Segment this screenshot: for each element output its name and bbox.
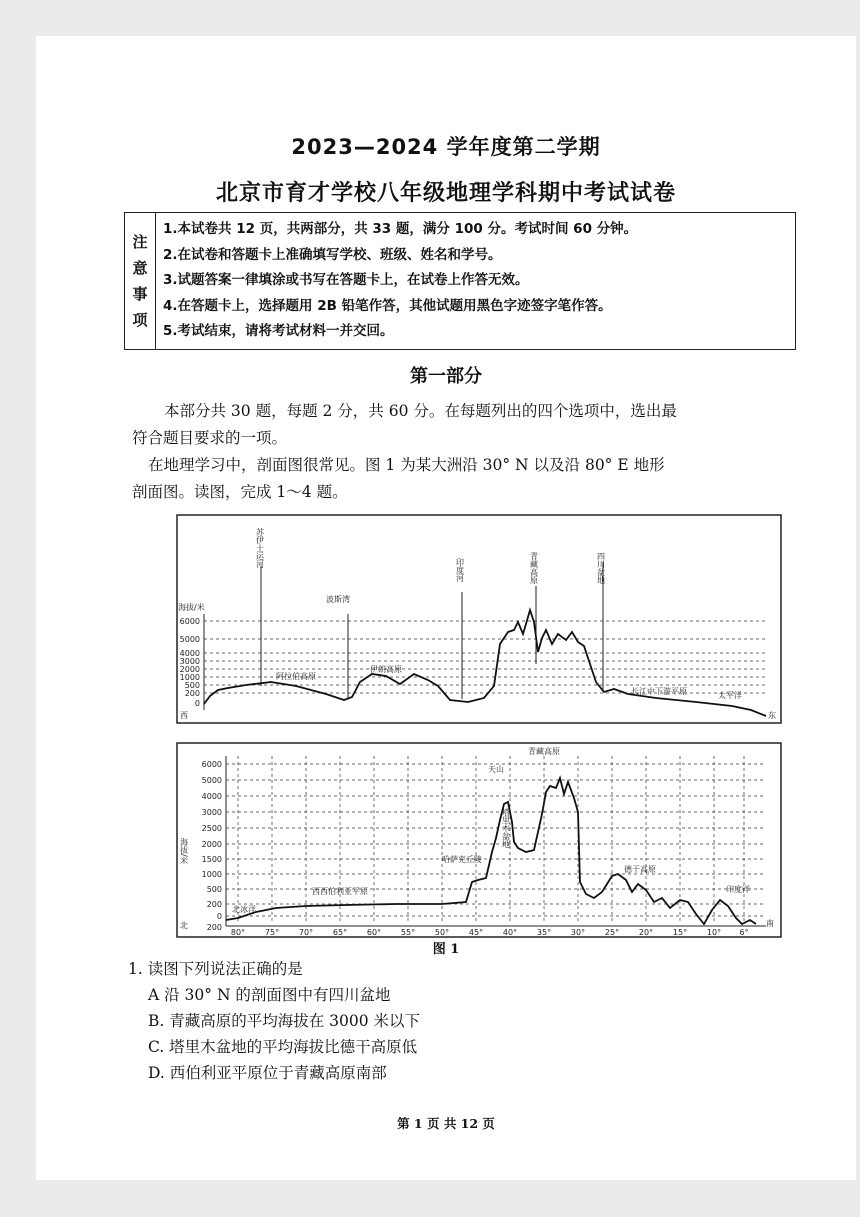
exam-term-title: 2023—2024 学年度第二学期	[291, 135, 601, 159]
notice-label-char: 意	[132, 259, 148, 277]
y-tick: 3000	[179, 657, 200, 666]
y-tick: 1000	[201, 870, 222, 879]
chart-frame	[177, 515, 781, 723]
annotation-tibet: 青藏高原	[528, 747, 560, 756]
chart-frame	[177, 743, 781, 937]
y-tick: 4000	[179, 649, 200, 658]
x-tick: 40°	[502, 928, 518, 937]
figure-caption: 图 1	[432, 942, 460, 957]
y-tick: 4000	[201, 792, 222, 801]
annotation-iranian-plateau: 伊朗高原	[370, 665, 402, 674]
exam-page	[36, 36, 856, 1180]
notice-item: 1.本试卷共 12 页，共两部分，共 33 题，满分 100 分。考试时间 60 分钟。	[163, 221, 638, 237]
annotation-arabian-plateau: 阿拉伯高原	[276, 672, 316, 681]
y-tick: 2500	[201, 824, 222, 833]
y-tick: 6000	[201, 760, 222, 769]
y-tick: 1500	[201, 855, 222, 864]
notice-label-char: 项	[132, 311, 148, 329]
y-tick: 500	[184, 681, 200, 690]
option-a: A 沿 30° N 的剖面图中有四川盆地	[148, 986, 391, 1004]
annotation-sichuan: 四川盆地	[596, 552, 606, 584]
x-tick: 15°	[672, 928, 688, 937]
annotation-arctic: 北冰洋	[232, 905, 256, 914]
annotation-tarim-basin: 塔里木盆地	[501, 808, 511, 848]
intro-line: 符合题目要求的一项。	[132, 429, 288, 447]
option-c: C. 塔里木盆地的平均海拔比德干高原低	[148, 1038, 418, 1056]
notice-items	[163, 217, 637, 345]
y-tick: 200	[206, 923, 222, 932]
question-context	[132, 452, 792, 506]
x-tick: 10°	[706, 928, 722, 937]
y-tick: 200	[184, 689, 200, 698]
section-intro	[132, 398, 792, 452]
y-tick: 200	[206, 900, 222, 909]
section-title: 第一部分	[410, 366, 482, 387]
y-tick: 1000	[179, 673, 200, 682]
y-tick: 5000	[201, 776, 222, 785]
y-tick: 0	[194, 699, 200, 708]
y-tick: 0	[216, 912, 222, 921]
x-tick: 20°	[638, 928, 654, 937]
x-tick: 70°	[298, 928, 314, 937]
page-number: 第 1 页 共 12 页	[397, 1116, 495, 1131]
notice-label-char: 事	[132, 285, 148, 303]
annotation-tibet: 青藏高原	[529, 552, 539, 584]
y-axis-label: 海拔/米	[178, 603, 205, 612]
x-tick: 6°	[739, 928, 749, 937]
notice-box	[124, 212, 796, 350]
annotation-kazakh-hills: 哈萨克丘陵	[442, 855, 482, 864]
option-d: D. 西伯利亚平原位于青藏高原南部	[148, 1064, 387, 1082]
y-axis-label: 海拔/米	[179, 838, 189, 865]
exam-title: 北京市育才学校八年级地理学科期中考试试卷	[215, 181, 676, 206]
annotation-pacific: 太平洋	[718, 691, 742, 700]
south-label: 南	[766, 919, 774, 928]
x-tick: 60°	[366, 928, 382, 937]
x-tick: 65°	[332, 928, 348, 937]
notice-label	[125, 213, 156, 349]
intro-line: 本部分共 30 题，每题 2 分，共 60 分。在每题列出的四个选项中，选出最	[164, 402, 677, 420]
notice-item: 3.试题答案一律填涂或书写在答题卡上，在试卷上作答无效。	[163, 272, 529, 288]
y-tick: 6000	[179, 617, 200, 626]
annotation-indian-ocean: 印度洋	[726, 885, 750, 894]
notice-item: 2.在试卷和答题卡上准确填写学校、班级、姓名和学号。	[163, 246, 502, 263]
north-label: 北	[180, 921, 188, 930]
y-tick: 2000	[179, 665, 200, 674]
annotation-persian-gulf: 波斯湾	[326, 595, 350, 604]
notice-label-char: 注	[132, 233, 148, 251]
annotation-west-siberian-plain: 西西伯利亚平原	[312, 887, 368, 896]
annotation-suez: 苏伊士运河	[255, 528, 265, 568]
notice-item: 4.在答题卡上，选择题用 2B 铅笔作答，其他试题用黑色字迹签字笔作答。	[163, 297, 612, 314]
y-tick: 500	[206, 885, 222, 894]
annotation-indus: 印度河	[455, 558, 465, 582]
profile-30n-chart	[176, 514, 782, 724]
x-tick: 80°	[230, 928, 246, 937]
annotation-deccan: 德干高原	[624, 865, 656, 874]
profile-80e-chart	[176, 742, 782, 938]
context-line: 剖面图。读图，完成 1～4 题。	[132, 483, 348, 501]
context-line: 在地理学习中，剖面图很常见。图 1 为某大洲沿 30° N 以及沿 80° E 地形	[148, 456, 665, 474]
notice-item: 5.考试结束，请将考试材料一并交回。	[163, 323, 394, 339]
x-tick: 55°	[400, 928, 416, 937]
y-tick: 5000	[179, 635, 200, 644]
annotation-yangtze-plain: 长江中下游平原	[631, 687, 687, 696]
east-label: 东	[768, 711, 776, 720]
x-tick: 50°	[434, 928, 450, 937]
option-b: B. 青藏高原的平均海拔在 3000 米以下	[148, 1012, 421, 1030]
x-tick: 25°	[604, 928, 620, 937]
annotation-tianshan: 天山	[488, 765, 504, 774]
west-label: 西	[180, 711, 188, 720]
x-tick: 35°	[536, 928, 552, 937]
x-tick: 30°	[570, 928, 586, 937]
question-stem: 1. 读图下列说法正确的是	[128, 960, 303, 978]
x-tick: 75°	[264, 928, 280, 937]
x-tick: 45°	[468, 928, 484, 937]
y-tick: 2000	[201, 840, 222, 849]
y-tick: 3000	[201, 808, 222, 817]
